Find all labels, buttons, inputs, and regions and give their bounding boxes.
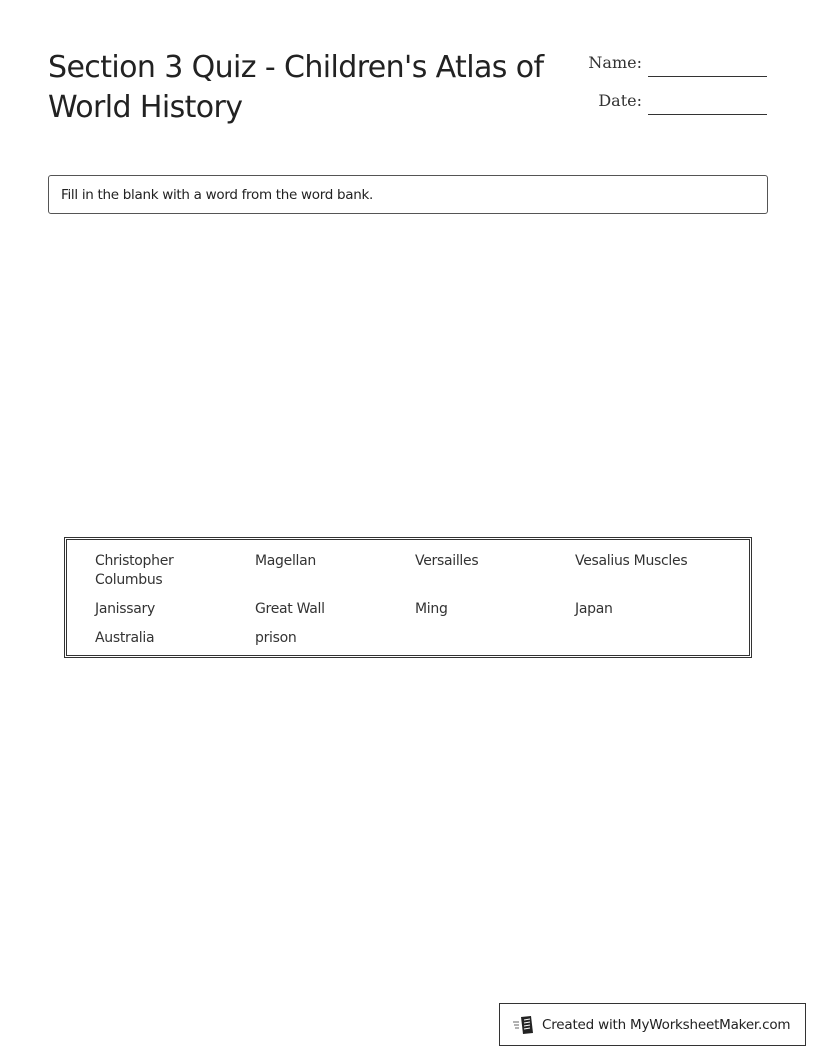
word-bank (64, 537, 752, 658)
name-blank-line (648, 76, 767, 77)
word-bank-item: Janissary (95, 601, 155, 617)
word-bank-item: Ming (415, 601, 448, 617)
word-bank-item: prison (255, 630, 297, 646)
created-with-text: Created with MyWorksheetMaker.com (542, 1016, 791, 1033)
page-title: Section 3 Quiz - Children's Atlas of World History (48, 50, 544, 125)
date-blank-line (648, 114, 767, 115)
instructions-text: Fill in the blank with a word from the word bank. (61, 186, 374, 203)
word-bank-item: Vesalius Muscles (575, 553, 688, 569)
student-info (580, 52, 780, 128)
name-row (580, 52, 780, 90)
word-bank-item: Australia (95, 630, 155, 646)
date-row (580, 90, 780, 128)
word-bank-item: Great Wall (255, 601, 325, 617)
date-label: Date: (598, 91, 642, 110)
word-bank-item: Magellan (255, 553, 316, 569)
worksheet-logo-icon (512, 1013, 536, 1037)
created-with-badge[interactable] (499, 1003, 806, 1046)
word-bank-item: Japan (575, 601, 613, 617)
word-bank-item: Christopher Columbus (95, 553, 174, 588)
instructions-box (48, 175, 768, 214)
word-bank-item: Versailles (415, 553, 479, 569)
word-bank-grid (95, 552, 735, 648)
name-label: Name: (588, 53, 642, 72)
